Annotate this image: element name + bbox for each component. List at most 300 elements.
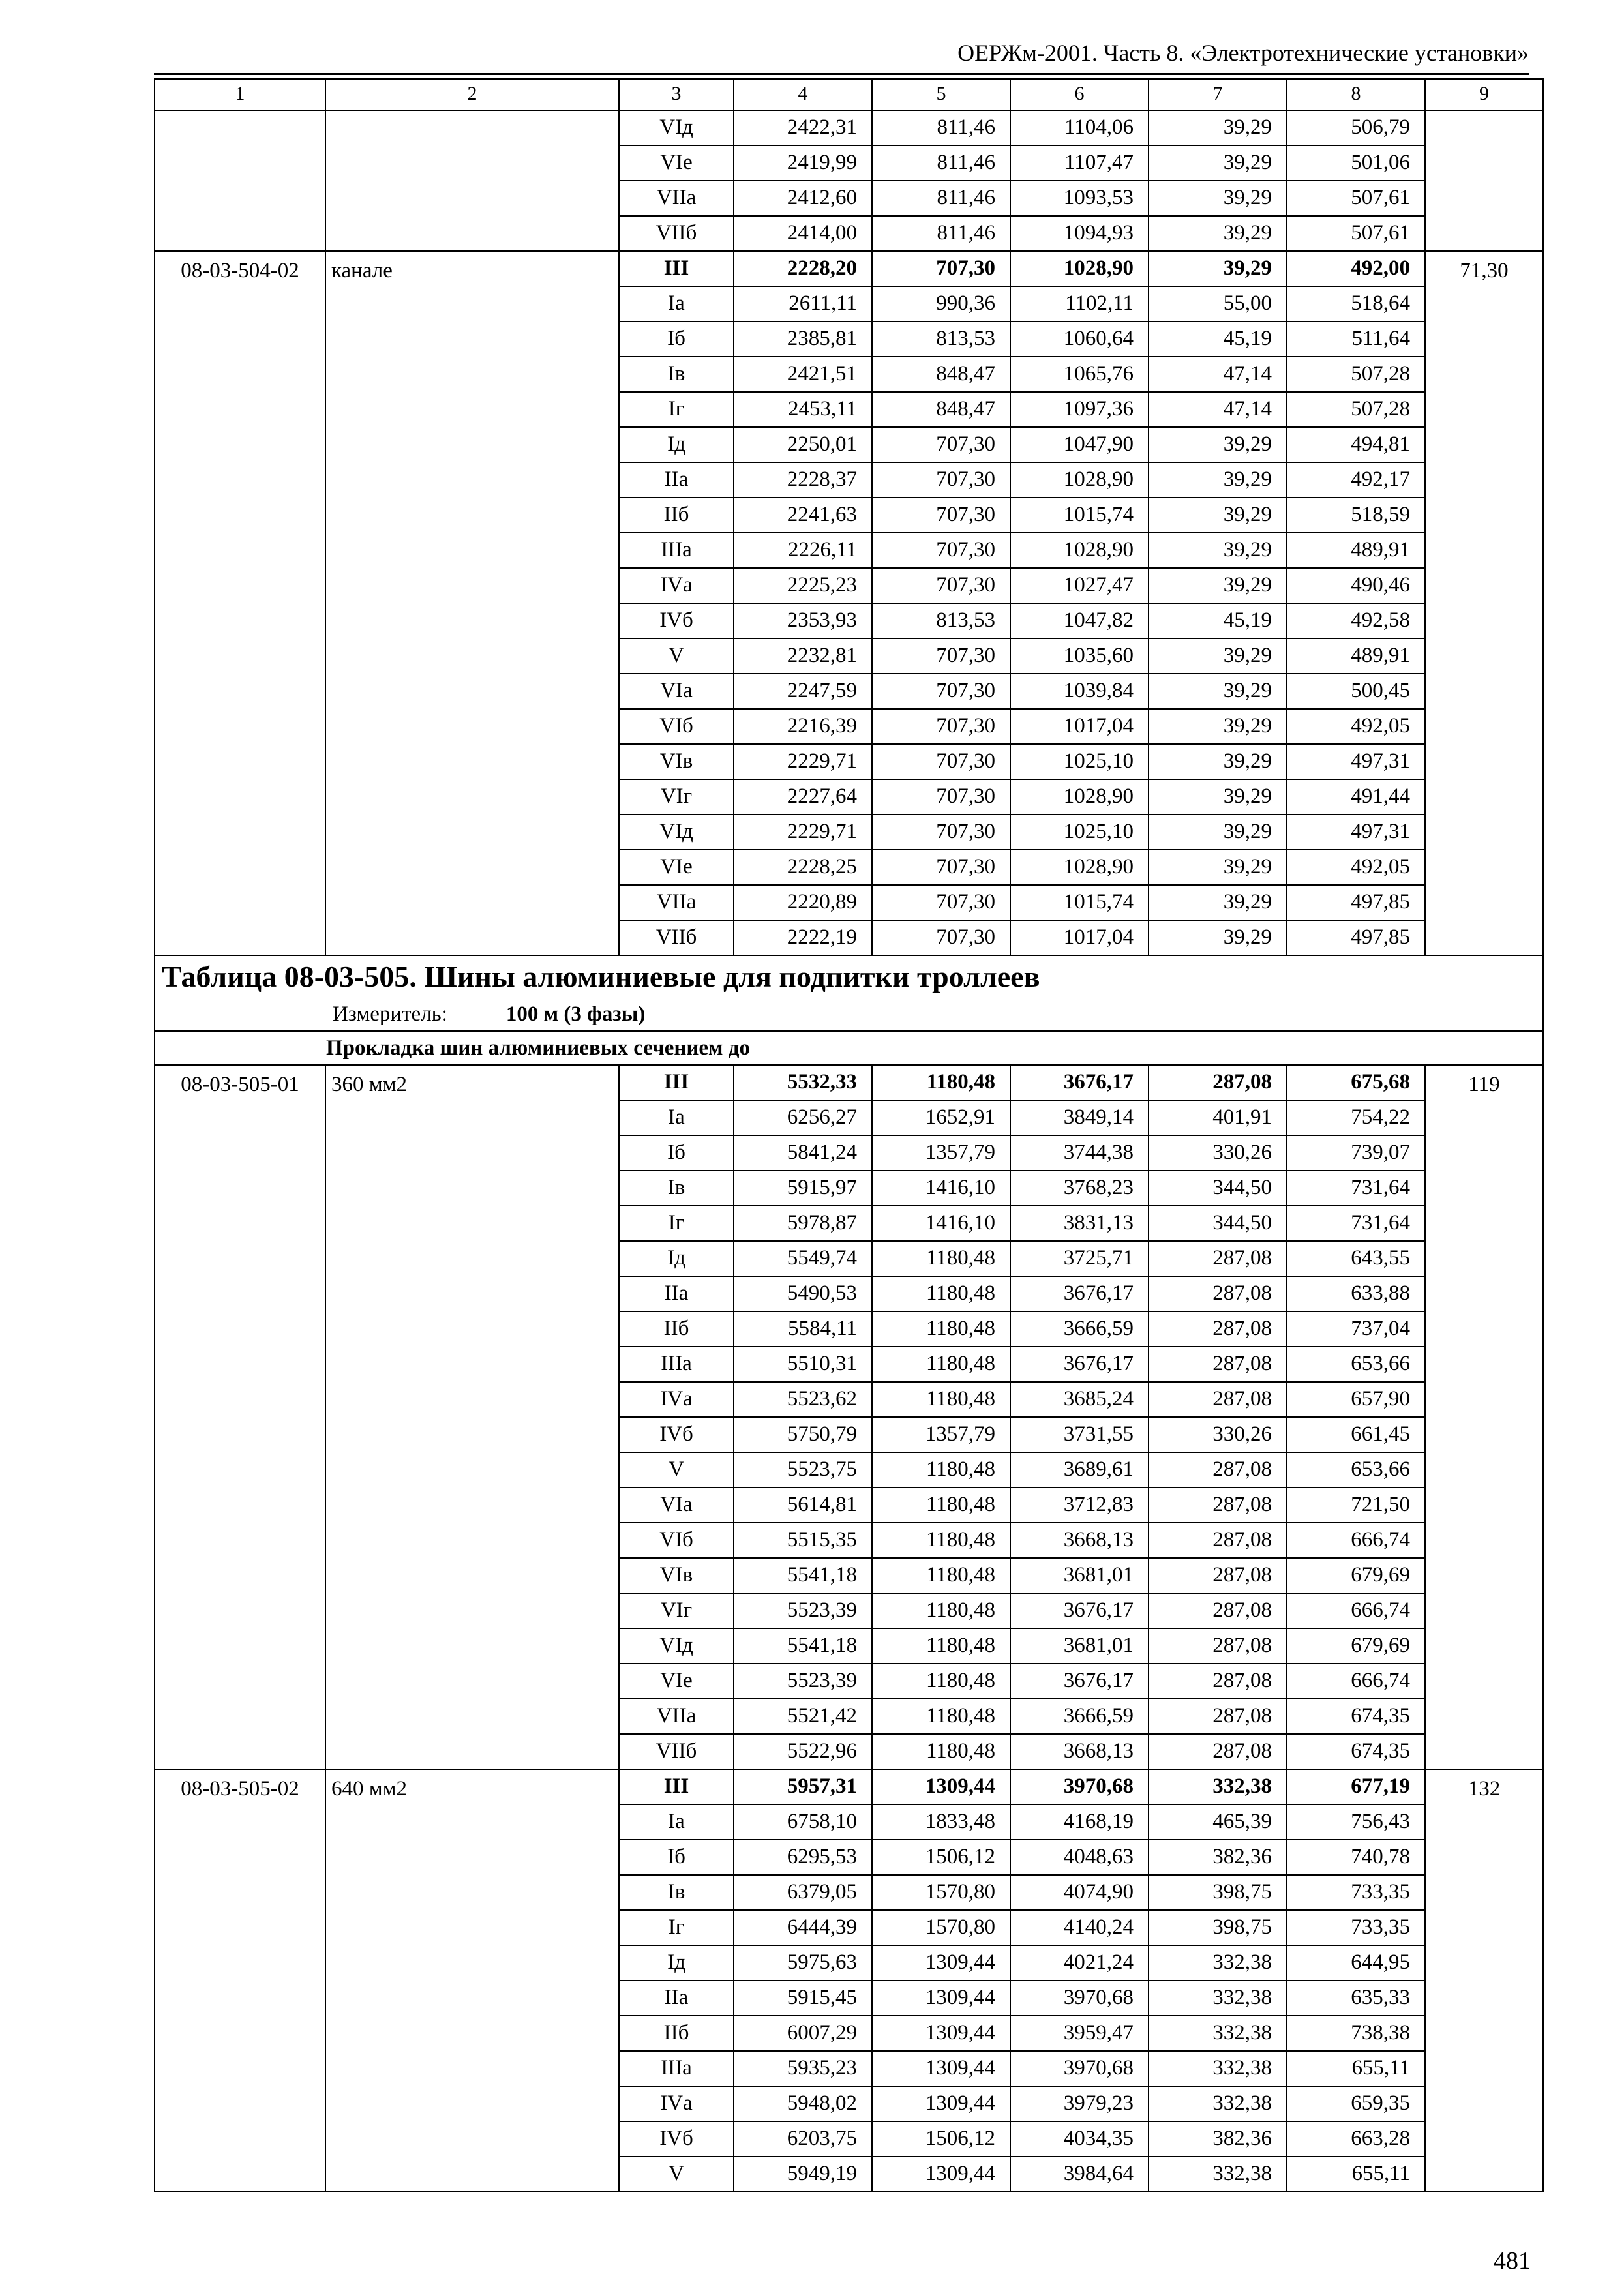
price-zone: VIе (619, 850, 734, 885)
rate-code: 08-03-504-02 (155, 251, 325, 955)
machine-cost: 1025,10 (1010, 815, 1149, 850)
price-zone: III (619, 251, 734, 286)
rate-description: 640 мм2 (325, 1769, 619, 2192)
material-cost: 674,35 (1287, 1699, 1425, 1734)
column-number: 9 (1425, 79, 1543, 110)
wage-cost: 990,36 (872, 286, 1010, 322)
total-cost: 5584,11 (734, 1311, 872, 1347)
price-zone: Iг (619, 392, 734, 427)
operator-wage: 39,29 (1149, 498, 1287, 533)
work-subheading: Прокладка шин алюминиевых сечением до (155, 1031, 1543, 1065)
wage-cost: 707,30 (872, 885, 1010, 920)
machine-cost: 1065,76 (1010, 357, 1149, 392)
operator-wage: 332,38 (1149, 2157, 1287, 2192)
price-zone: VIIа (619, 885, 734, 920)
total-cost: 5978,87 (734, 1206, 872, 1241)
total-cost: 2385,81 (734, 322, 872, 357)
operator-wage: 287,08 (1149, 1558, 1287, 1593)
total-cost: 2241,63 (734, 498, 872, 533)
operator-wage: 39,29 (1149, 568, 1287, 603)
total-cost: 2414,00 (734, 216, 872, 251)
wage-cost: 707,30 (872, 920, 1010, 955)
price-zone: V (619, 638, 734, 674)
wage-cost: 707,30 (872, 709, 1010, 744)
price-zone: VIIб (619, 920, 734, 955)
operator-wage: 332,38 (1149, 2086, 1287, 2121)
material-cost: 518,64 (1287, 286, 1425, 322)
wage-cost: 813,53 (872, 603, 1010, 638)
price-zone: VIIб (619, 1734, 734, 1769)
total-cost: 6203,75 (734, 2121, 872, 2157)
operator-wage: 287,08 (1149, 1241, 1287, 1276)
unit-label: Измеритель: (333, 1002, 447, 1026)
wage-cost: 1506,12 (872, 2121, 1010, 2157)
total-cost: 2421,51 (734, 357, 872, 392)
material-cost: 655,11 (1287, 2051, 1425, 2086)
price-zone: IIб (619, 2016, 734, 2051)
wage-cost: 707,30 (872, 462, 1010, 498)
material-cost: 655,11 (1287, 2157, 1425, 2192)
total-cost: 5841,24 (734, 1135, 872, 1171)
operator-wage: 401,91 (1149, 1100, 1287, 1135)
material-cost: 501,06 (1287, 145, 1425, 181)
price-zone: Iб (619, 322, 734, 357)
labor-cost (1425, 110, 1543, 251)
operator-wage: 287,08 (1149, 1488, 1287, 1523)
operator-wage: 332,38 (1149, 2051, 1287, 2086)
column-number: 5 (872, 79, 1010, 110)
total-cost: 2216,39 (734, 709, 872, 744)
operator-wage: 39,29 (1149, 533, 1287, 568)
machine-cost: 3668,13 (1010, 1523, 1149, 1558)
page-number: 481 (1494, 2247, 1531, 2275)
total-cost: 6444,39 (734, 1910, 872, 1945)
price-zone: VIв (619, 1558, 734, 1593)
price-zone: Iг (619, 1206, 734, 1241)
price-zone: Iв (619, 1171, 734, 1206)
total-cost: 5541,18 (734, 1628, 872, 1664)
operator-wage: 39,29 (1149, 815, 1287, 850)
column-number: 1 (155, 79, 325, 110)
machine-cost: 3681,01 (1010, 1558, 1149, 1593)
machine-cost: 3831,13 (1010, 1206, 1149, 1241)
machine-cost: 3676,17 (1010, 1347, 1149, 1382)
machine-cost: 1017,04 (1010, 920, 1149, 955)
material-cost: 677,19 (1287, 1769, 1425, 1804)
wage-cost: 848,47 (872, 392, 1010, 427)
wage-cost: 811,46 (872, 181, 1010, 216)
machine-cost: 1047,82 (1010, 603, 1149, 638)
price-zone: III (619, 1769, 734, 1804)
price-zone: Iб (619, 1840, 734, 1875)
operator-wage: 287,08 (1149, 1452, 1287, 1488)
price-zone: Iа (619, 1804, 734, 1840)
machine-cost: 1039,84 (1010, 674, 1149, 709)
operator-wage: 39,29 (1149, 709, 1287, 744)
column-number: 7 (1149, 79, 1287, 110)
labor-cost: 119 (1425, 1065, 1543, 1769)
operator-wage: 39,29 (1149, 744, 1287, 779)
total-cost: 5750,79 (734, 1417, 872, 1452)
operator-wage: 45,19 (1149, 603, 1287, 638)
wage-cost: 1309,44 (872, 2086, 1010, 2121)
price-zone: VIб (619, 709, 734, 744)
wage-cost: 1570,80 (872, 1910, 1010, 1945)
operator-wage: 287,08 (1149, 1734, 1287, 1769)
price-zone: Iа (619, 1100, 734, 1135)
wage-cost: 1180,48 (872, 1311, 1010, 1347)
price-zone: III (619, 1065, 734, 1100)
operator-wage: 39,29 (1149, 427, 1287, 462)
wage-cost: 1833,48 (872, 1804, 1010, 1840)
price-zone: Iа (619, 286, 734, 322)
price-zone: Iд (619, 1945, 734, 1981)
wage-cost: 1416,10 (872, 1206, 1010, 1241)
wage-cost: 707,30 (872, 251, 1010, 286)
operator-wage: 287,08 (1149, 1593, 1287, 1628)
material-cost: 754,22 (1287, 1100, 1425, 1135)
machine-cost: 1060,64 (1010, 322, 1149, 357)
operator-wage: 47,14 (1149, 357, 1287, 392)
wage-cost: 707,30 (872, 674, 1010, 709)
machine-cost: 3689,61 (1010, 1452, 1149, 1488)
material-cost: 492,05 (1287, 850, 1425, 885)
wage-cost: 1570,80 (872, 1875, 1010, 1910)
material-cost: 643,55 (1287, 1241, 1425, 1276)
total-cost: 2250,01 (734, 427, 872, 462)
price-zone: IIIа (619, 2051, 734, 2086)
machine-cost: 1035,60 (1010, 638, 1149, 674)
wage-cost: 811,46 (872, 216, 1010, 251)
machine-cost: 3666,59 (1010, 1699, 1149, 1734)
operator-wage: 332,38 (1149, 2016, 1287, 2051)
material-cost: 675,68 (1287, 1065, 1425, 1100)
unit-value: 100 м (3 фазы) (505, 1002, 646, 1026)
total-cost: 2419,99 (734, 145, 872, 181)
labor-cost: 132 (1425, 1769, 1543, 2192)
machine-cost: 3725,71 (1010, 1241, 1149, 1276)
total-cost: 5523,75 (734, 1452, 872, 1488)
table-row (155, 1769, 1543, 1804)
wage-cost: 1416,10 (872, 1171, 1010, 1206)
operator-wage: 398,75 (1149, 1875, 1287, 1910)
operator-wage: 287,08 (1149, 1382, 1287, 1417)
material-cost: 666,74 (1287, 1664, 1425, 1699)
price-zone: Iв (619, 1875, 734, 1910)
operator-wage: 45,19 (1149, 322, 1287, 357)
machine-cost: 1107,47 (1010, 145, 1149, 181)
material-cost: 663,28 (1287, 2121, 1425, 2157)
machine-cost: 3768,23 (1010, 1171, 1149, 1206)
machine-cost: 1102,11 (1010, 286, 1149, 322)
price-zone: IIIа (619, 1347, 734, 1382)
machine-cost: 1097,36 (1010, 392, 1149, 427)
column-number-row (155, 79, 1543, 110)
machine-cost: 1047,90 (1010, 427, 1149, 462)
operator-wage: 382,36 (1149, 1840, 1287, 1875)
material-cost: 492,58 (1287, 603, 1425, 638)
total-cost: 2228,20 (734, 251, 872, 286)
material-cost: 633,88 (1287, 1276, 1425, 1311)
operator-wage: 39,29 (1149, 216, 1287, 251)
machine-cost: 1025,10 (1010, 744, 1149, 779)
wage-cost: 1357,79 (872, 1417, 1010, 1452)
wage-cost: 1309,44 (872, 1981, 1010, 2016)
unit-line (162, 998, 1542, 1030)
operator-wage: 287,08 (1149, 1699, 1287, 1734)
operator-wage: 382,36 (1149, 2121, 1287, 2157)
operator-wage: 39,29 (1149, 181, 1287, 216)
total-cost: 2453,11 (734, 392, 872, 427)
material-cost: 497,31 (1287, 744, 1425, 779)
material-cost: 679,69 (1287, 1628, 1425, 1664)
total-cost: 5549,74 (734, 1241, 872, 1276)
rate-code: 08-03-505-01 (155, 1065, 325, 1769)
machine-cost: 3681,01 (1010, 1628, 1149, 1664)
total-cost: 2229,71 (734, 744, 872, 779)
total-cost: 5523,39 (734, 1593, 872, 1628)
operator-wage: 39,29 (1149, 850, 1287, 885)
material-cost: 497,31 (1287, 815, 1425, 850)
operator-wage: 55,00 (1149, 286, 1287, 322)
operator-wage: 39,29 (1149, 920, 1287, 955)
price-zone: VIе (619, 145, 734, 181)
material-cost: 490,46 (1287, 568, 1425, 603)
machine-cost: 1028,90 (1010, 533, 1149, 568)
total-cost: 5975,63 (734, 1945, 872, 1981)
wage-cost: 1506,12 (872, 1840, 1010, 1875)
price-zone: VIд (619, 1628, 734, 1664)
machine-cost: 1028,90 (1010, 251, 1149, 286)
material-cost: 489,91 (1287, 533, 1425, 568)
price-zone: VIб (619, 1523, 734, 1558)
total-cost: 2222,19 (734, 920, 872, 955)
table-row (155, 110, 1543, 145)
material-cost: 635,33 (1287, 1981, 1425, 2016)
material-cost: 507,61 (1287, 216, 1425, 251)
total-cost: 2225,23 (734, 568, 872, 603)
total-cost: 5915,45 (734, 1981, 872, 2016)
operator-wage: 330,26 (1149, 1417, 1287, 1452)
material-cost: 500,45 (1287, 674, 1425, 709)
price-zone: VIа (619, 1488, 734, 1523)
table-row (155, 1065, 1543, 1100)
total-cost: 2247,59 (734, 674, 872, 709)
material-cost: 733,35 (1287, 1875, 1425, 1910)
total-cost: 6758,10 (734, 1804, 872, 1840)
price-zone: VIг (619, 1593, 734, 1628)
machine-cost: 3970,68 (1010, 2051, 1149, 2086)
material-cost: 507,61 (1287, 181, 1425, 216)
wage-cost: 811,46 (872, 110, 1010, 145)
machine-cost: 3668,13 (1010, 1734, 1149, 1769)
material-cost: 737,04 (1287, 1311, 1425, 1347)
wage-cost: 707,30 (872, 638, 1010, 674)
operator-wage: 287,08 (1149, 1311, 1287, 1347)
total-cost: 5957,31 (734, 1769, 872, 1804)
section-heading (155, 955, 1543, 1031)
price-zone: IIIа (619, 533, 734, 568)
wage-cost: 1180,48 (872, 1558, 1010, 1593)
rate-code: 08-03-505-02 (155, 1769, 325, 2192)
price-zone: Iб (619, 1135, 734, 1171)
material-cost: 661,45 (1287, 1417, 1425, 1452)
material-cost: 489,91 (1287, 638, 1425, 674)
total-cost: 2228,25 (734, 850, 872, 885)
material-cost: 653,66 (1287, 1452, 1425, 1488)
machine-cost: 3979,23 (1010, 2086, 1149, 2121)
total-cost: 5614,81 (734, 1488, 872, 1523)
material-cost: 666,74 (1287, 1593, 1425, 1628)
material-cost: 756,43 (1287, 1804, 1425, 1840)
price-zone: V (619, 2157, 734, 2192)
operator-wage: 39,29 (1149, 638, 1287, 674)
price-zone: IVб (619, 603, 734, 638)
total-cost: 2422,31 (734, 110, 872, 145)
total-cost: 5523,62 (734, 1382, 872, 1417)
machine-cost: 3676,17 (1010, 1276, 1149, 1311)
total-cost: 2611,11 (734, 286, 872, 322)
total-cost: 5515,35 (734, 1523, 872, 1558)
operator-wage: 39,29 (1149, 145, 1287, 181)
material-cost: 497,85 (1287, 885, 1425, 920)
machine-cost: 1015,74 (1010, 498, 1149, 533)
price-zone: IVб (619, 1417, 734, 1452)
material-cost: 644,95 (1287, 1945, 1425, 1981)
total-cost: 5490,53 (734, 1276, 872, 1311)
machine-cost: 3984,64 (1010, 2157, 1149, 2192)
material-cost: 738,38 (1287, 2016, 1425, 2051)
wage-cost: 707,30 (872, 779, 1010, 815)
machine-cost: 3744,38 (1010, 1135, 1149, 1171)
machine-cost: 1094,93 (1010, 216, 1149, 251)
column-number: 6 (1010, 79, 1149, 110)
operator-wage: 47,14 (1149, 392, 1287, 427)
price-zone: IVа (619, 1382, 734, 1417)
material-cost: 511,64 (1287, 322, 1425, 357)
wage-cost: 707,30 (872, 744, 1010, 779)
material-cost: 731,64 (1287, 1171, 1425, 1206)
total-cost: 2412,60 (734, 181, 872, 216)
operator-wage: 39,29 (1149, 885, 1287, 920)
machine-cost: 3676,17 (1010, 1664, 1149, 1699)
price-zone: IIа (619, 1276, 734, 1311)
wage-cost: 1309,44 (872, 1945, 1010, 1981)
section-heading-row (155, 955, 1543, 1031)
total-cost: 5521,42 (734, 1699, 872, 1734)
material-cost: 657,90 (1287, 1382, 1425, 1417)
wage-cost: 707,30 (872, 533, 1010, 568)
machine-cost: 1015,74 (1010, 885, 1149, 920)
operator-wage: 39,29 (1149, 110, 1287, 145)
price-zone: VIг (619, 779, 734, 815)
wage-cost: 707,30 (872, 850, 1010, 885)
operator-wage: 39,29 (1149, 674, 1287, 709)
price-zone: Iв (619, 357, 734, 392)
wage-cost: 1180,48 (872, 1488, 1010, 1523)
machine-cost: 4034,35 (1010, 2121, 1149, 2157)
material-cost: 679,69 (1287, 1558, 1425, 1593)
machine-cost: 3666,59 (1010, 1311, 1149, 1347)
total-cost: 5532,33 (734, 1065, 872, 1100)
material-cost: 492,17 (1287, 462, 1425, 498)
machine-cost: 1017,04 (1010, 709, 1149, 744)
labor-cost: 71,30 (1425, 251, 1543, 955)
operator-wage: 287,08 (1149, 1523, 1287, 1558)
operator-wage: 465,39 (1149, 1804, 1287, 1840)
total-cost: 2232,81 (734, 638, 872, 674)
wage-cost: 1357,79 (872, 1135, 1010, 1171)
machine-cost: 3731,55 (1010, 1417, 1149, 1452)
wage-cost: 1180,48 (872, 1699, 1010, 1734)
wage-cost: 1309,44 (872, 2157, 1010, 2192)
wage-cost: 1180,48 (872, 1452, 1010, 1488)
operator-wage: 287,08 (1149, 1276, 1287, 1311)
total-cost: 6379,05 (734, 1875, 872, 1910)
material-cost: 721,50 (1287, 1488, 1425, 1523)
column-number: 3 (619, 79, 734, 110)
material-cost: 659,35 (1287, 2086, 1425, 2121)
machine-cost: 1104,06 (1010, 110, 1149, 145)
column-number: 4 (734, 79, 872, 110)
price-zone: VIв (619, 744, 734, 779)
wage-cost: 1180,48 (872, 1734, 1010, 1769)
machine-cost: 3676,17 (1010, 1593, 1149, 1628)
total-cost: 5510,31 (734, 1347, 872, 1382)
material-cost: 497,85 (1287, 920, 1425, 955)
wage-cost: 1309,44 (872, 2051, 1010, 2086)
wage-cost: 1180,48 (872, 1382, 1010, 1417)
operator-wage: 287,08 (1149, 1628, 1287, 1664)
wage-cost: 1180,48 (872, 1347, 1010, 1382)
total-cost: 5541,18 (734, 1558, 872, 1593)
machine-cost: 3676,17 (1010, 1065, 1149, 1100)
machine-cost: 3970,68 (1010, 1769, 1149, 1804)
wage-cost: 1652,91 (872, 1100, 1010, 1135)
machine-cost: 4168,19 (1010, 1804, 1149, 1840)
material-cost: 666,74 (1287, 1523, 1425, 1558)
machine-cost: 4140,24 (1010, 1910, 1149, 1945)
total-cost: 2226,11 (734, 533, 872, 568)
total-cost: 5523,39 (734, 1664, 872, 1699)
operator-wage: 344,50 (1149, 1171, 1287, 1206)
total-cost: 2227,64 (734, 779, 872, 815)
total-cost: 6256,27 (734, 1100, 872, 1135)
total-cost: 5522,96 (734, 1734, 872, 1769)
price-zone: IIб (619, 1311, 734, 1347)
wage-cost: 1180,48 (872, 1523, 1010, 1558)
operator-wage: 332,38 (1149, 1769, 1287, 1804)
material-cost: 674,35 (1287, 1734, 1425, 1769)
operator-wage: 398,75 (1149, 1910, 1287, 1945)
wage-cost: 1180,48 (872, 1628, 1010, 1664)
running-header: ОЕРЖм-2001. Часть 8. «Электротехнические установки» (957, 40, 1529, 66)
price-zone: Iг (619, 1910, 734, 1945)
wage-cost: 813,53 (872, 322, 1010, 357)
wage-cost: 707,30 (872, 427, 1010, 462)
rate-description: 360 мм2 (325, 1065, 619, 1769)
price-zone: Iд (619, 1241, 734, 1276)
machine-cost: 3959,47 (1010, 2016, 1149, 2051)
header-rule (154, 73, 1529, 75)
material-cost: 492,05 (1287, 709, 1425, 744)
total-cost: 2220,89 (734, 885, 872, 920)
material-cost: 733,35 (1287, 1910, 1425, 1945)
price-zone: IIа (619, 1981, 734, 2016)
table-body (155, 79, 1543, 2192)
total-cost: 2228,37 (734, 462, 872, 498)
operator-wage: 287,08 (1149, 1347, 1287, 1382)
